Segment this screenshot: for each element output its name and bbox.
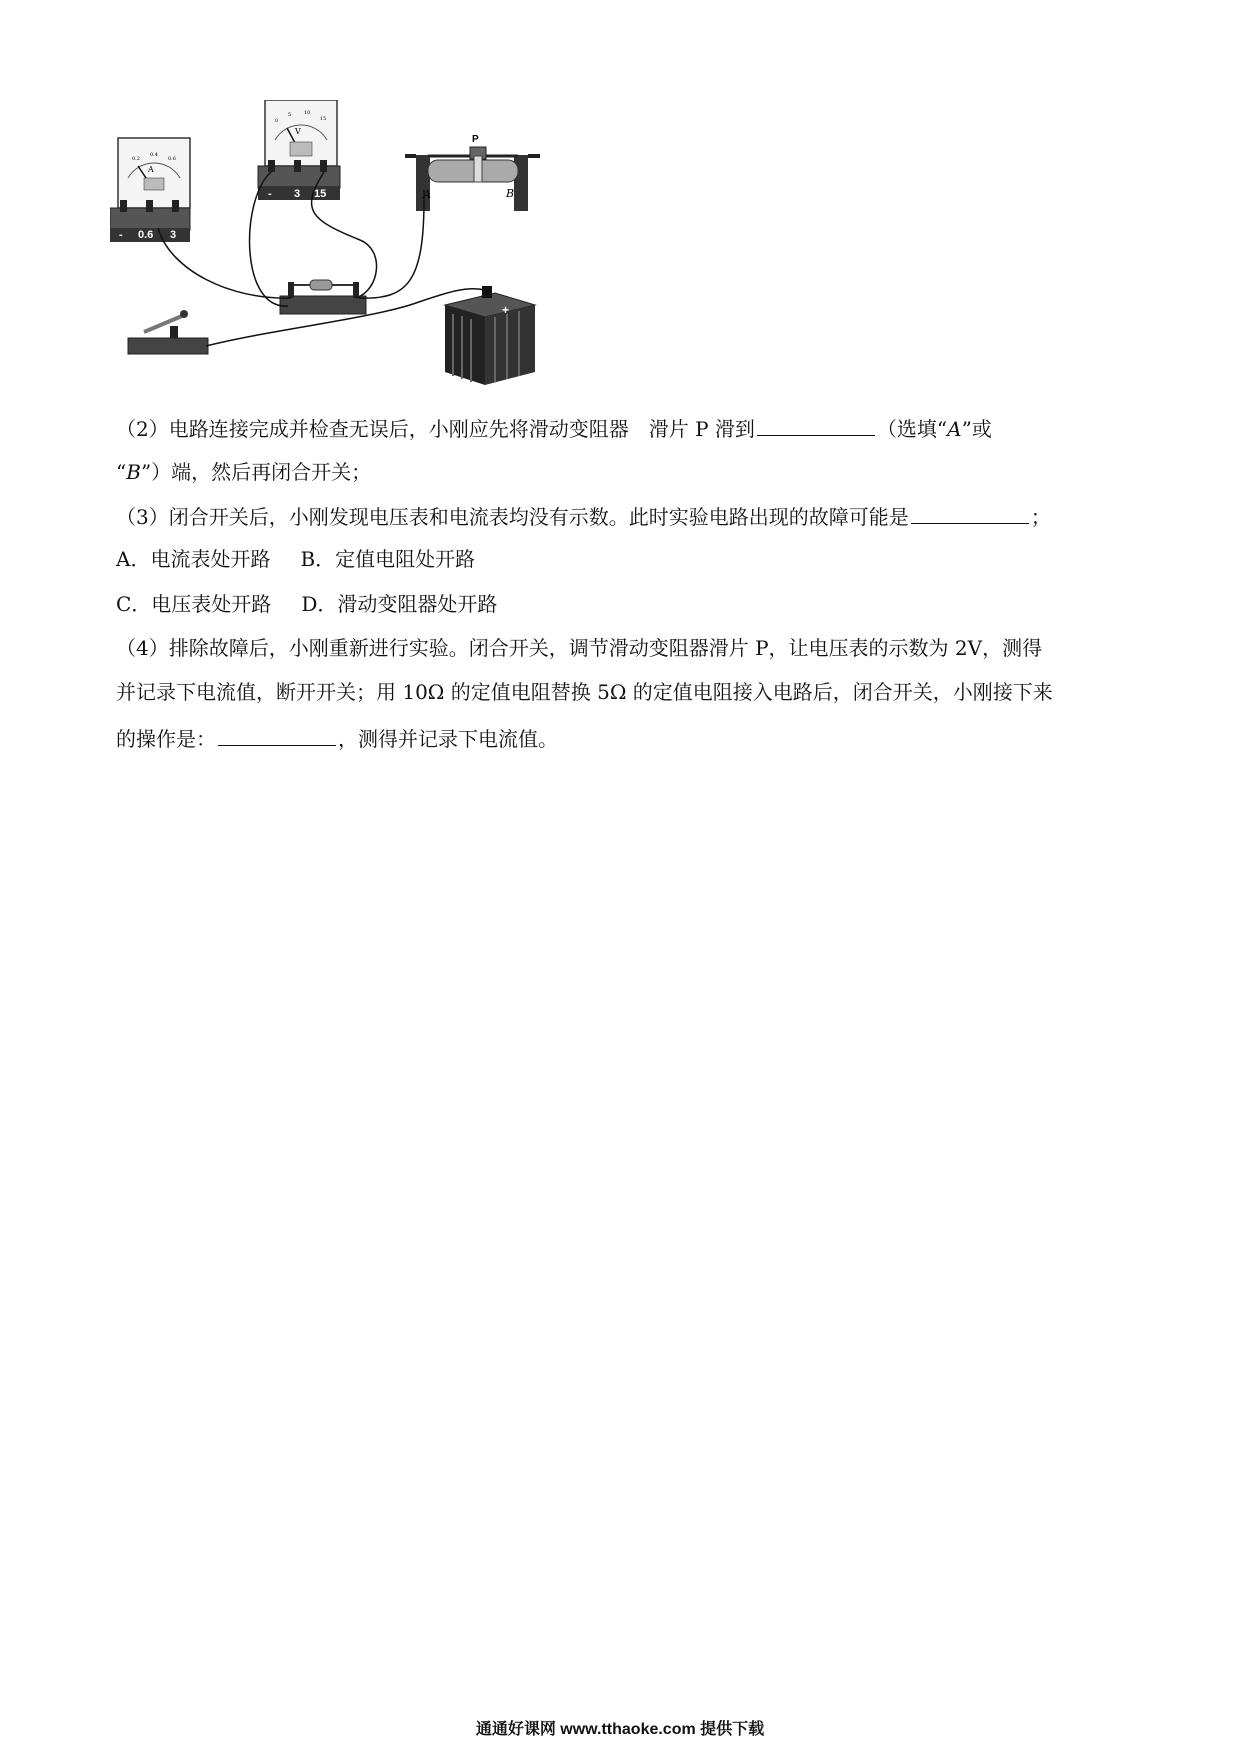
voltmeter: [258, 100, 340, 200]
rheostat-slider-label: P: [472, 134, 479, 145]
circuit-diagram: [110, 100, 630, 430]
question-4-line-3: [116, 725, 558, 751]
question-4-text-3a: 的操作是：: [116, 727, 216, 751]
ammeter-scale-3: 0.6: [168, 156, 176, 162]
voltmeter-scale-1: 5: [288, 112, 292, 118]
question-2-text-a: （2）电路连接完成并检查无误后，小刚应先将滑动变阻器 滑片 P 滑到: [116, 417, 755, 441]
question-2-text-c: ”或: [961, 417, 992, 441]
ammeter-terminal-minus: -: [119, 229, 123, 241]
question-2-text-e: ”）端，然后再闭合开关；: [140, 460, 372, 484]
fixed-resistor: [280, 280, 366, 314]
question-4-text-1: （4）排除故障后，小刚重新进行实验。闭合开关，调节滑动变阻器滑片 P，让电压表的示数为 2V，测得: [116, 636, 1043, 660]
circuit-figure: [110, 100, 630, 430]
question-4-text-3b: ，测得并记录下电流值。: [338, 727, 558, 751]
question-3-line-1: [116, 503, 1051, 529]
ammeter: [110, 138, 190, 242]
option-d: D．滑动变阻器处开路: [301, 592, 498, 616]
voltmeter-letter: V: [295, 127, 301, 136]
ammeter-scale-1: 0.2: [132, 156, 140, 162]
ammeter-scale-2: 0.4: [150, 152, 158, 158]
switch: [128, 310, 208, 354]
question-2-text-b: （选填“: [876, 417, 948, 441]
ammeter-terminal-06: 0.6: [138, 229, 154, 241]
voltmeter-terminal-3: 3: [294, 188, 301, 200]
question-2-option-a: A: [947, 417, 962, 441]
option-c: C．电压表处开路: [116, 592, 272, 616]
question-2-option-b: B: [126, 460, 141, 484]
option-b: B．定值电阻处开路: [300, 547, 476, 571]
voltmeter-scale-0: 0: [275, 118, 279, 124]
rheostat: [405, 134, 540, 211]
voltmeter-scale-3: 15: [320, 116, 327, 122]
rheostat-end-b: B: [506, 187, 515, 200]
question-4-line-2: [116, 680, 1053, 704]
page-footer: 通通好课网 www.tthaoke.com 提供下载: [475, 1721, 765, 1738]
answer-blank-q4[interactable]: [218, 725, 336, 746]
question-2-line-2: [116, 460, 371, 484]
voltmeter-terminal-15: 15: [314, 188, 327, 200]
question-3-text: （3）闭合开关后，小刚发现电压表和电流表均没有示数。此时实验电路出现的故障可能是: [116, 505, 909, 529]
rheostat-end-a: A: [423, 188, 431, 201]
answer-blank-q2[interactable]: [757, 415, 875, 436]
ammeter-letter: A: [148, 165, 154, 174]
battery: [445, 286, 535, 385]
ammeter-terminal-3: 3: [170, 229, 177, 241]
question-3-options-cd: [116, 592, 497, 616]
voltmeter-scale-2: 10: [304, 110, 311, 116]
answer-blank-q3[interactable]: [911, 503, 1029, 524]
question-3-end: ；: [1030, 505, 1051, 529]
question-2-text-d: “: [116, 460, 127, 484]
question-4-line-1: [116, 636, 1042, 660]
question-3-options-ab: [116, 547, 475, 571]
voltmeter-terminal-minus: -: [268, 188, 272, 200]
battery-plus: +: [502, 303, 510, 317]
option-a: A．电流表处开路: [116, 547, 271, 571]
question-2-line-1: [116, 415, 992, 441]
question-4-text-2: 并记录下电流值，断开开关；用 10Ω 的定值电阻替换 5Ω 的定值电阻接入电路后，闭合开关，小刚接下来: [116, 680, 1053, 704]
